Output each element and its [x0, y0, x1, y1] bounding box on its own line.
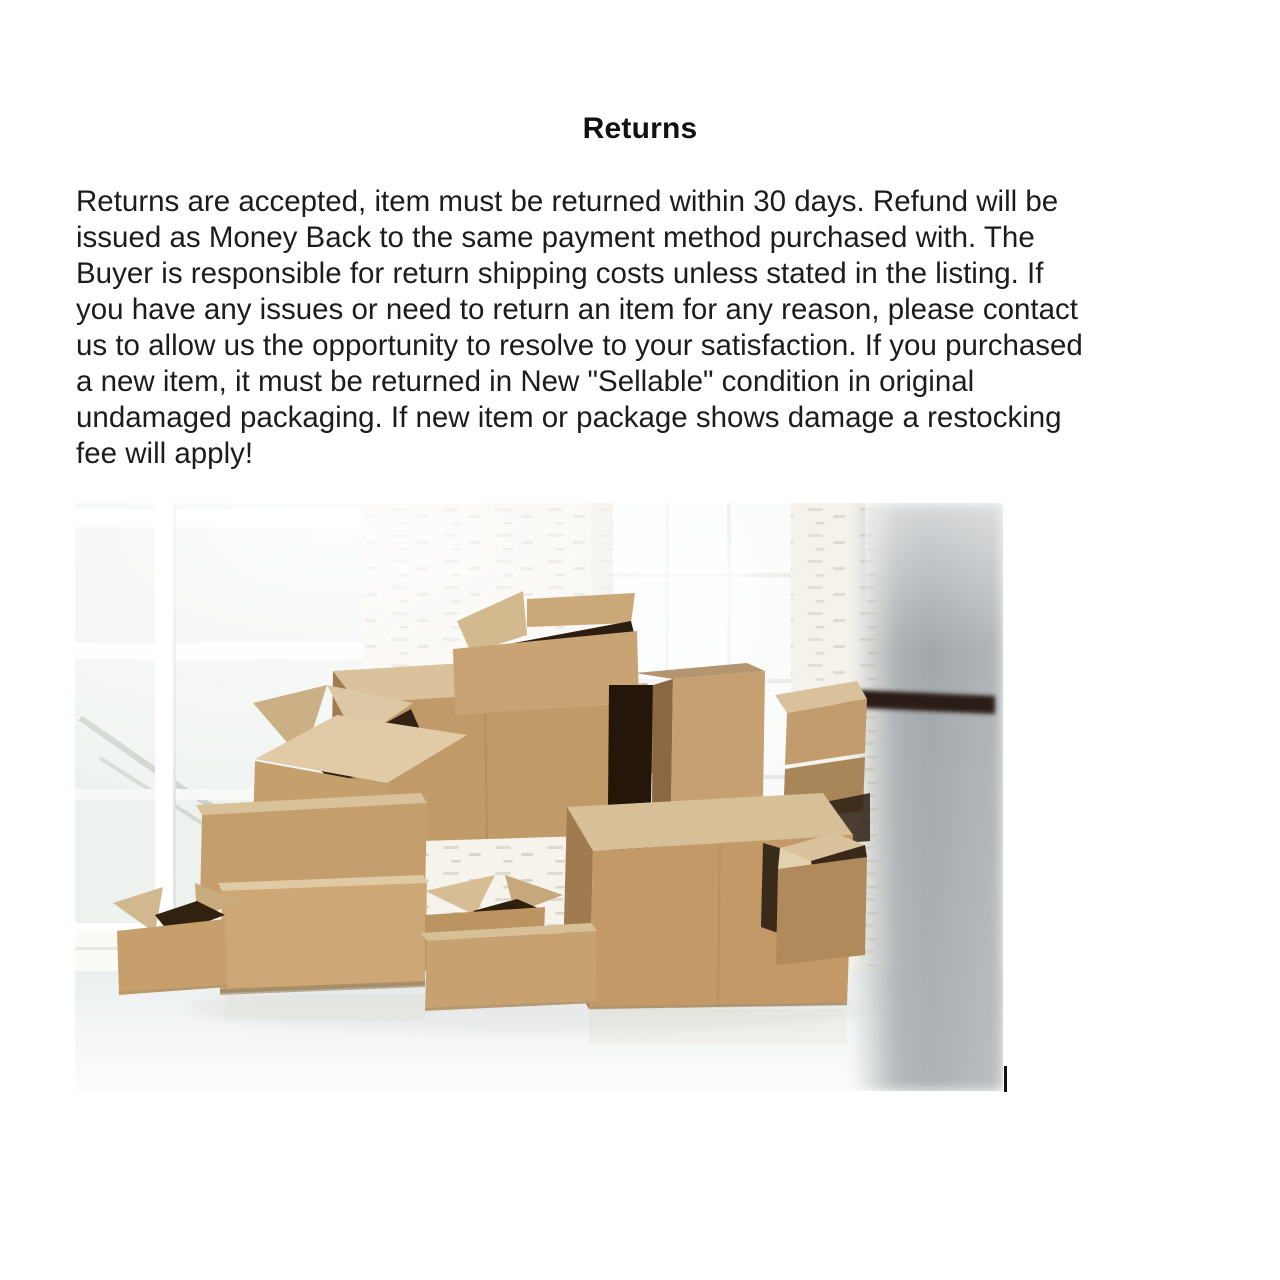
- returns-policy-paragraph: [76, 184, 1083, 472]
- policy-line: Buyer is responsible for return shipping costs unless stated in the listing. If: [76, 257, 1044, 290]
- boxes-photo[interactable]: [75, 503, 1003, 1091]
- page-title: Returns: [582, 112, 698, 145]
- policy-line: you have any issues or need to return an item for any reason, please contact: [76, 293, 1078, 326]
- policy-line: undamaged packaging. If new item or package shows damage a restocking: [76, 401, 1062, 434]
- policy-line: a new item, it must be returned in New "Sellable" condition in original: [76, 365, 975, 398]
- policy-line: fee will apply!: [76, 437, 254, 470]
- gray-blur-foreground: [853, 503, 1003, 1091]
- policy-line: us to allow us the opportunity to resolve to your satisfaction. If you purchased: [76, 329, 1083, 362]
- text-caret: [1004, 1066, 1007, 1092]
- policy-line: issued as Money Back to the same payment method purchased with. The: [76, 221, 1035, 254]
- policy-line: Returns are accepted, item must be returned within 30 days. Refund will be: [76, 185, 1059, 218]
